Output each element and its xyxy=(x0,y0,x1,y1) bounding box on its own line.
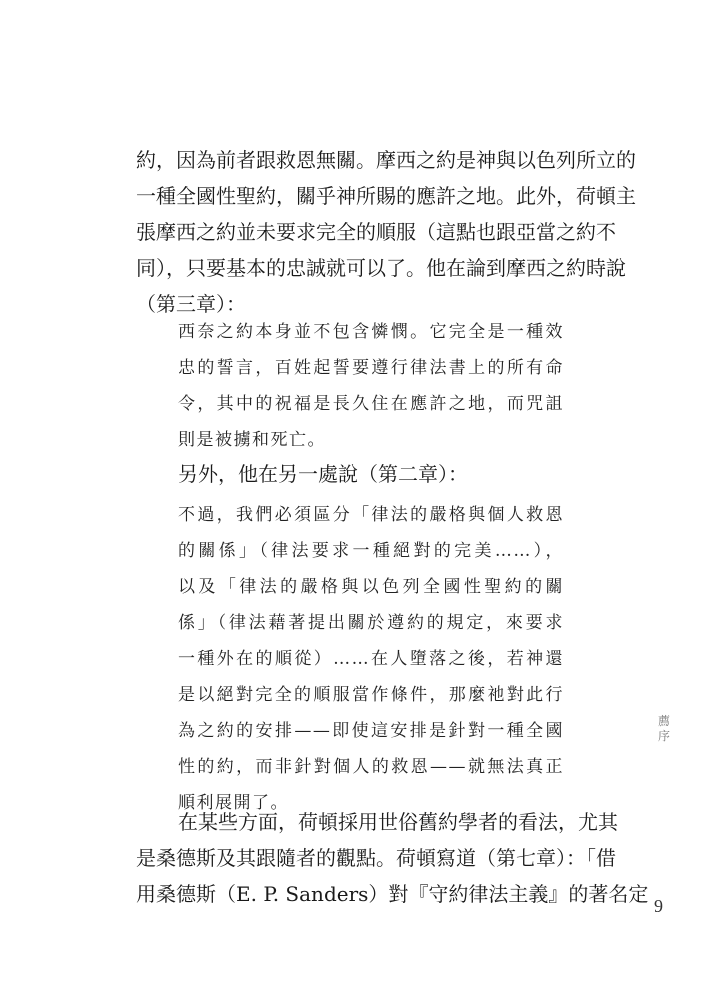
quote-line: 為之約的安排——即使這安排是針對一種全國 xyxy=(178,721,564,741)
text-line: 是桑德斯及其跟隨者的觀點。荷頓寫道（第七章）：「借 xyxy=(136,846,616,870)
side-tab-char: 薦 xyxy=(657,714,670,728)
quote-line: 不過，我們必須區分「律法的嚴格與個人救恩 xyxy=(178,505,564,525)
quote-line: 順利展開了。 xyxy=(178,793,289,813)
text-line: 同），只要基本的忠誠就可以了。他在論到摩西之約時說 xyxy=(136,256,626,280)
side-tab-char: 序 xyxy=(657,729,670,743)
paragraph-2 xyxy=(136,804,649,912)
text-line: 張摩西之約並未要求完全的順服（這點也跟亞當之約不 xyxy=(136,220,616,244)
block-quote-1 xyxy=(178,314,564,458)
quote-line: 以及「律法的嚴格與以色列全國性聖約的關 xyxy=(178,577,564,597)
text-line: 一種全國性聖約，關乎神所賜的應許之地。此外，荷頓主 xyxy=(136,184,636,208)
paragraph-1 xyxy=(136,142,636,322)
page-number: 9 xyxy=(654,896,663,916)
transition-line: 另外，他在另一處說（第二章）： xyxy=(178,462,468,486)
block-quote-2 xyxy=(178,497,564,821)
quote-line: 的關係」（律法要求一種絕對的完美……）， xyxy=(178,541,564,561)
quote-line: 則是被擄和死亡。 xyxy=(178,430,326,450)
text-line: 約，因為前者跟救恩無關。摩西之約是神與以色列所立的 xyxy=(136,148,636,172)
text-line: 在某些方面，荷頓採用世俗舊約學者的看法，尤其 xyxy=(178,810,618,834)
quote-line: 係」（律法藉著提出關於遵約的規定，來要求 xyxy=(178,613,564,633)
quote-line: 一種外在的順從）……在人墮落之後，若神還 xyxy=(178,649,564,669)
quote-line: 西奈之約本身並不包含憐憫。它完全是一種效 xyxy=(178,322,564,342)
quote-line: 是以絕對完全的順服當作條件，那麼祂對此行 xyxy=(178,685,564,705)
text-line: 用桑德斯（E. P. Sanders）對『守約律法主義』的著名定 xyxy=(136,882,649,906)
text-line: （第三章）： xyxy=(136,292,246,316)
quote-line: 性的約，而非針對個人的救恩——就無法真正 xyxy=(178,757,564,777)
section-side-tab xyxy=(656,714,672,744)
quote-line: 令，其中的祝福是長久住在應許之地，而咒詛 xyxy=(178,394,564,414)
quote-line: 忠的誓言，百姓起誓要遵行律法書上的所有命 xyxy=(178,358,564,378)
